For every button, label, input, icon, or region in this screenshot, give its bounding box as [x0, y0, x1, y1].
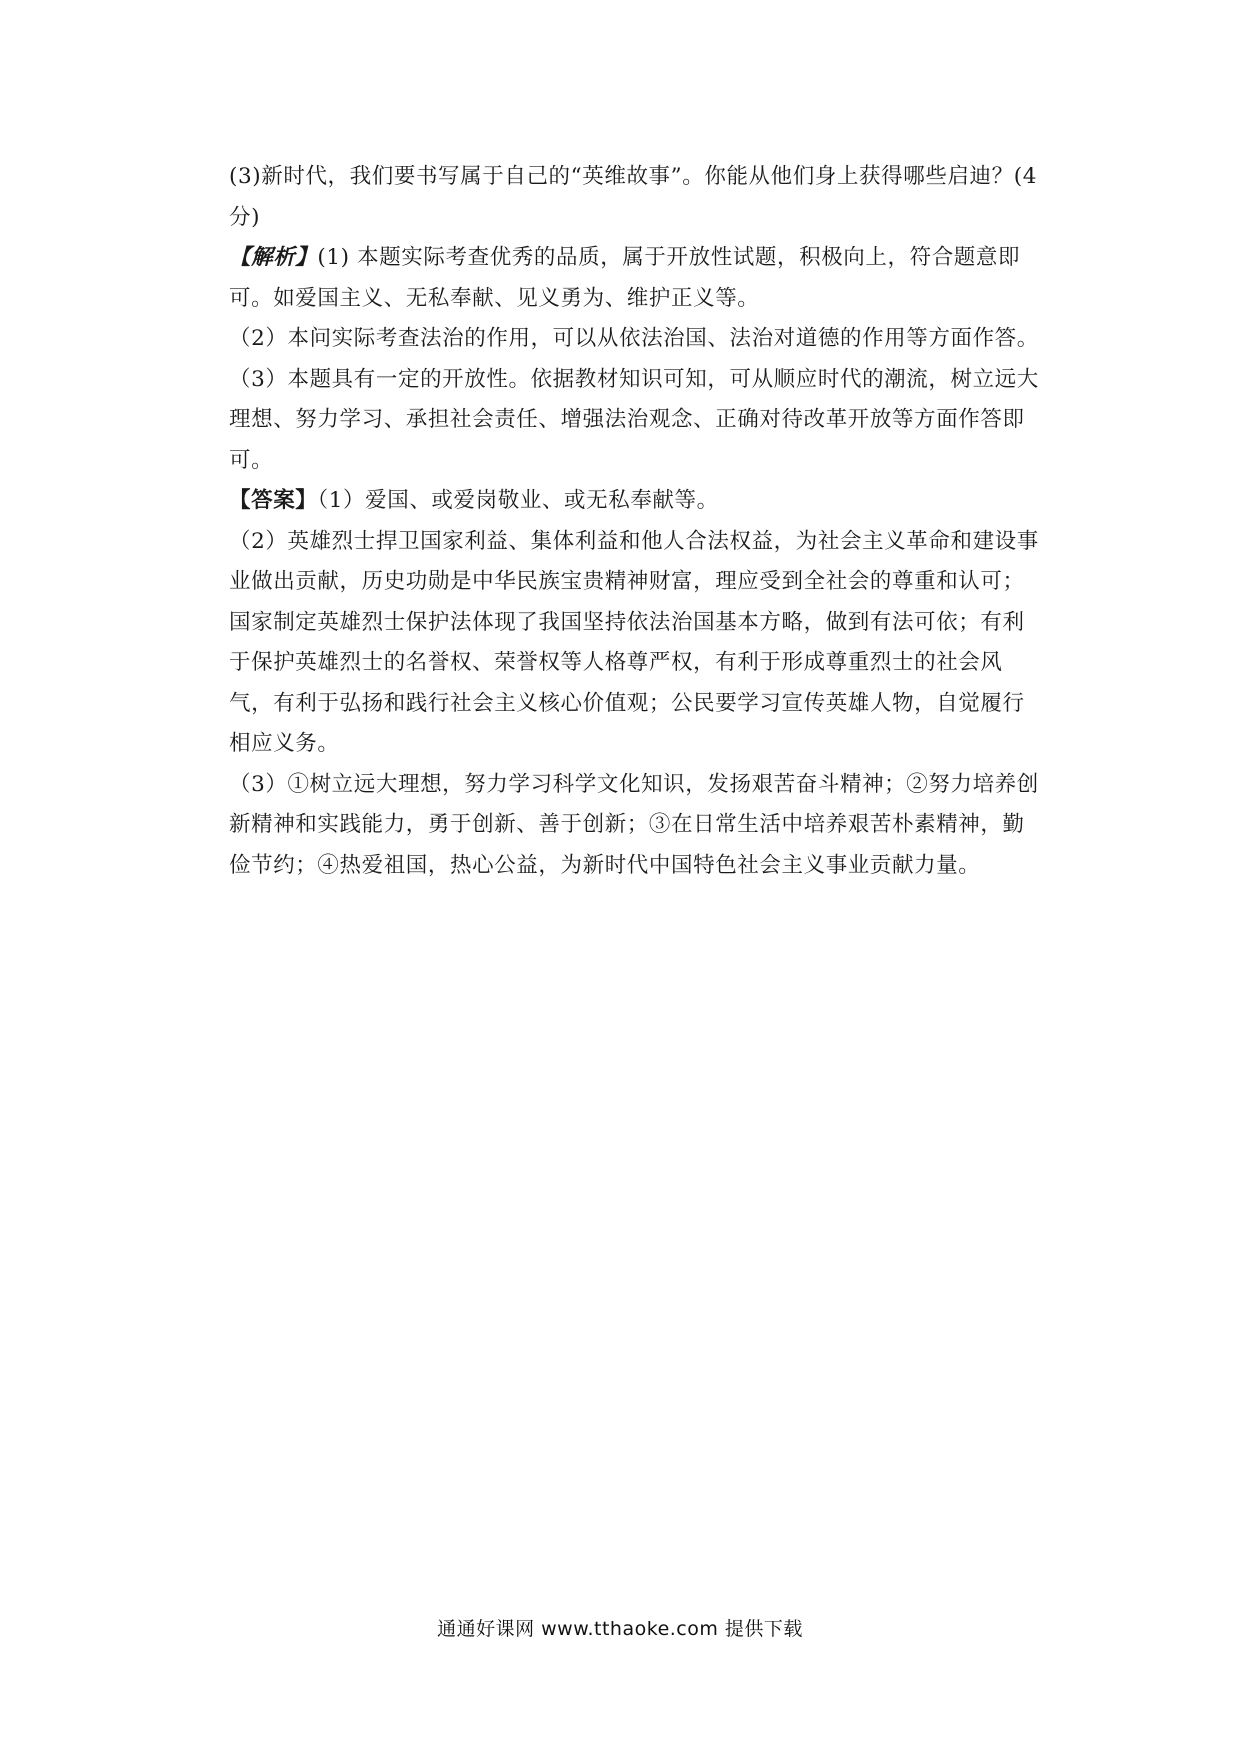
answer-text-1: （1）爱国、或爱岗敬业、或无私奉献等。	[317, 488, 719, 513]
analysis-paragraph-1	[229, 238, 1044, 319]
question-text: (3)新时代，我们要书写属于自己的“英维故事”。你能从他们身上获得哪些启迪？(4分)	[229, 164, 1038, 230]
answer-label: 【答案】	[229, 488, 318, 513]
analysis-paragraph-3: （3）本题具有一定的开放性。依据教材知识可知，可从顺应时代的潮流，树立远大理想、努力学习、承担社会责任、增强法治观念、正确对待改革开放等方面作答即可。	[229, 366, 1039, 473]
answer-paragraph-2: （2）英雄烈士捍卫国家利益、集体利益和他人合法权益，为社会主义革命和建设事业做出贡献，历史功勋是中华民族宝贵精神财富，理应受到全社会的尊重和认可；国家制定英雄烈士保护法体现了我国坚持依法治国基本方略，做到有法可依；有利于保护英雄烈士的名誉权、荣誉权等人格尊严权，有利于形成尊重烈士的社会风气，有利于弘扬和践行社会主义核心价值观；公民要学习宣传英雄人物，自觉履行相应义务。	[229, 528, 1039, 756]
document-body	[229, 157, 1044, 886]
answer-paragraph-3: （3）①树立远大理想，努力学习科学文化知识，发扬艰苦奋斗精神；②努力培养创新精神和实践能力，勇于创新、善于创新；③在日常生活中培养艰苦朴素精神，勤俭节约；④热爱祖国，热心公益，为新时代中国特色社会主义事业贡献力量。	[229, 771, 1039, 878]
analysis-text-1: (1) 本题实际考查优秀的品质，属于开放性试题，积极向上，符合题意即可。如爱国主义、无私奉献、见义勇为、维护正义等。	[229, 245, 1021, 311]
answer-paragraph-1	[229, 481, 1044, 522]
analysis-paragraph-2: （2）本问实际考查法治的作用，可以从依法治国、法治对道德的作用等方面作答。	[229, 326, 1039, 351]
page-footer: 通通好课网 www.tthaoke.com 提供下载	[437, 1618, 803, 1640]
analysis-label: 【解析】	[229, 245, 318, 270]
